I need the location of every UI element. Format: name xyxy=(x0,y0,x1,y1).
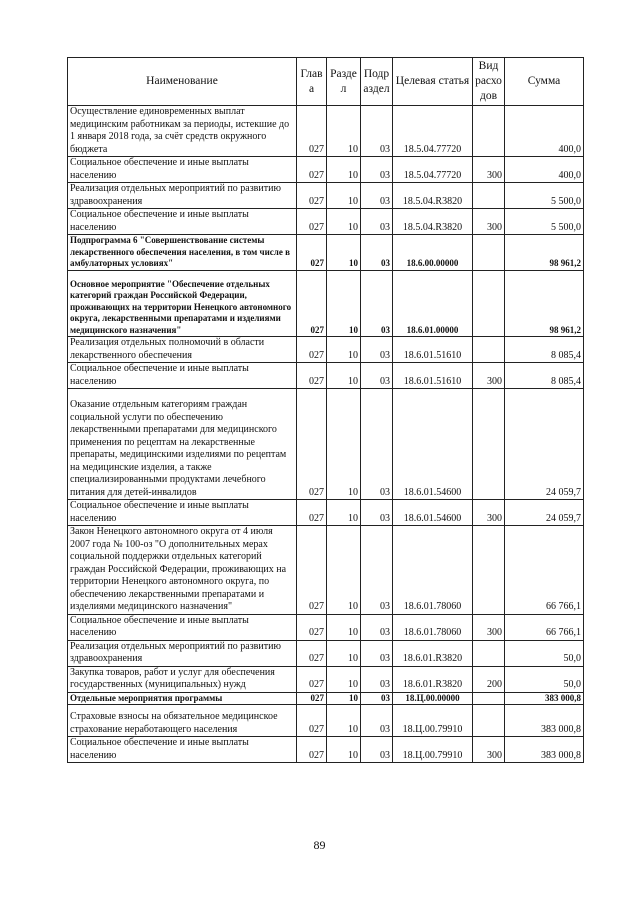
row-podrazdel: 03 xyxy=(361,705,393,737)
row-name: Осуществление единовременных выплат медицинским работникам за периоды, истекшие до 1 января 2018 года, за счёт средств окружного бюджета xyxy=(68,106,297,157)
table-body xyxy=(68,106,584,763)
row-razdel: 10 xyxy=(327,157,361,183)
row-glava: 027 xyxy=(297,389,327,500)
table-row xyxy=(68,157,584,183)
row-razdel: 10 xyxy=(327,363,361,389)
row-podrazdel: 03 xyxy=(361,737,393,763)
row-statya: 18.5.04.R3820 xyxy=(393,183,473,209)
row-vid xyxy=(473,270,505,337)
row-vid: 200 xyxy=(473,666,505,692)
header-statya: Целевая статья xyxy=(393,58,473,106)
row-statya: 18.6.01.R3820 xyxy=(393,640,473,666)
row-name: Закупка товаров, работ и услуг для обеспечения государственных (муниципальных) нужд xyxy=(68,666,297,692)
row-name: Социальное обеспечение и иные выплаты населению xyxy=(68,614,297,640)
header-razdel: Разде л xyxy=(327,58,361,106)
row-summa: 8 085,4 xyxy=(505,363,584,389)
row-razdel: 10 xyxy=(327,614,361,640)
row-statya: 18.Ц.00.79910 xyxy=(393,737,473,763)
row-statya: 18.6.01.78060 xyxy=(393,614,473,640)
row-podrazdel: 03 xyxy=(361,526,393,615)
row-name: Оказание отдельным категориям граждан социальной услуги по обеспечению лекарственными препаратами для медицинского применения по рецептам на лекарственные препараты, медицинскими изделиями по рецептам на медицинские изделия, а также специализированными продуктами лечебного питания для детей-инвалидов xyxy=(68,389,297,500)
row-name: Социальное обеспечение и иные выплаты населению xyxy=(68,209,297,235)
row-podrazdel: 03 xyxy=(361,157,393,183)
header-summa: Сумма xyxy=(505,58,584,106)
row-razdel: 10 xyxy=(327,337,361,363)
row-summa: 66 766,1 xyxy=(505,526,584,615)
table-row xyxy=(68,737,584,763)
row-vid xyxy=(473,692,505,705)
row-summa: 400,0 xyxy=(505,157,584,183)
table-row xyxy=(68,337,584,363)
table-row xyxy=(68,666,584,692)
row-vid: 300 xyxy=(473,157,505,183)
row-razdel: 10 xyxy=(327,692,361,705)
row-summa: 400,0 xyxy=(505,106,584,157)
table-row xyxy=(68,235,584,271)
row-razdel: 10 xyxy=(327,235,361,271)
row-name: Социальное обеспечение и иные выплаты населению xyxy=(68,363,297,389)
row-glava: 027 xyxy=(297,337,327,363)
table-row xyxy=(68,106,584,157)
row-glava: 027 xyxy=(297,209,327,235)
row-razdel: 10 xyxy=(327,666,361,692)
row-podrazdel: 03 xyxy=(361,692,393,705)
row-statya: 18.6.01.54600 xyxy=(393,389,473,500)
table-row xyxy=(68,500,584,526)
row-name: Реализация отдельных полномочий в области лекарственного обеспечения xyxy=(68,337,297,363)
row-glava: 027 xyxy=(297,526,327,615)
row-podrazdel: 03 xyxy=(361,337,393,363)
row-vid: 300 xyxy=(473,500,505,526)
row-name: Основное мероприятие "Обеспечение отдельных категорий граждан Российской Федерации, проживающих на территории Ненецкого автономного округа, лекарственными препаратами и изделиями медицинского назначения" xyxy=(68,270,297,337)
row-glava: 027 xyxy=(297,737,327,763)
row-podrazdel: 03 xyxy=(361,500,393,526)
row-statya: 18.5.04.77720 xyxy=(393,157,473,183)
row-name: Социальное обеспечение и иные выплаты населению xyxy=(68,157,297,183)
header-podrazdel: Подр аздел xyxy=(361,58,393,106)
row-summa: 98 961,2 xyxy=(505,235,584,271)
budget-table xyxy=(67,57,584,763)
row-vid: 300 xyxy=(473,737,505,763)
table-row xyxy=(68,640,584,666)
row-name: Реализация отдельных мероприятий по развитию здравоохранения xyxy=(68,183,297,209)
row-summa: 50,0 xyxy=(505,666,584,692)
row-summa: 5 500,0 xyxy=(505,209,584,235)
row-glava: 027 xyxy=(297,106,327,157)
row-vid xyxy=(473,389,505,500)
row-podrazdel: 03 xyxy=(361,614,393,640)
row-podrazdel: 03 xyxy=(361,209,393,235)
row-razdel: 10 xyxy=(327,209,361,235)
row-summa: 383 000,8 xyxy=(505,737,584,763)
row-podrazdel: 03 xyxy=(361,270,393,337)
row-statya: 18.6.01.R3820 xyxy=(393,666,473,692)
row-summa: 50,0 xyxy=(505,640,584,666)
row-name: Подпрограмма 6 "Совершенствование системы лекарственного обеспечения населения, в том числе в амбулаторных условиях" xyxy=(68,235,297,271)
row-summa: 24 059,7 xyxy=(505,389,584,500)
row-podrazdel: 03 xyxy=(361,106,393,157)
row-name: Реализация отдельных мероприятий по развитию здравоохранения xyxy=(68,640,297,666)
row-summa: 98 961,2 xyxy=(505,270,584,337)
row-glava: 027 xyxy=(297,640,327,666)
row-statya: 18.6.01.54600 xyxy=(393,500,473,526)
row-razdel: 10 xyxy=(327,270,361,337)
row-razdel: 10 xyxy=(327,640,361,666)
table-header-row xyxy=(68,58,584,106)
row-glava: 027 xyxy=(297,666,327,692)
row-vid xyxy=(473,526,505,615)
row-statya: 18.Ц.00.00000 xyxy=(393,692,473,705)
row-statya: 18.6.01.51610 xyxy=(393,363,473,389)
row-glava: 027 xyxy=(297,363,327,389)
row-vid xyxy=(473,337,505,363)
row-razdel: 10 xyxy=(327,106,361,157)
row-summa: 24 059,7 xyxy=(505,500,584,526)
row-name: Социальное обеспечение и иные выплаты населению xyxy=(68,500,297,526)
header-glava: Глав а xyxy=(297,58,327,106)
row-podrazdel: 03 xyxy=(361,183,393,209)
row-podrazdel: 03 xyxy=(361,389,393,500)
row-statya: 18.6.00.00000 xyxy=(393,235,473,271)
row-glava: 027 xyxy=(297,270,327,337)
row-name: Социальное обеспечение и иные выплаты населению xyxy=(68,737,297,763)
row-razdel: 10 xyxy=(327,389,361,500)
row-glava: 027 xyxy=(297,157,327,183)
table-row xyxy=(68,270,584,337)
row-vid xyxy=(473,705,505,737)
header-name: Наименование xyxy=(68,58,297,106)
row-podrazdel: 03 xyxy=(361,363,393,389)
row-statya: 18.6.01.00000 xyxy=(393,270,473,337)
row-statya: 18.5.04.77720 xyxy=(393,106,473,157)
row-summa: 5 500,0 xyxy=(505,183,584,209)
row-name: Отдельные мероприятия программы xyxy=(68,692,297,705)
table-row xyxy=(68,705,584,737)
table-row xyxy=(68,209,584,235)
row-vid: 300 xyxy=(473,614,505,640)
table-row xyxy=(68,526,584,615)
row-podrazdel: 03 xyxy=(361,666,393,692)
row-podrazdel: 03 xyxy=(361,640,393,666)
row-statya: 18.5.04.R3820 xyxy=(393,209,473,235)
row-statya: 18.Ц.00.79910 xyxy=(393,705,473,737)
row-statya: 18.6.01.51610 xyxy=(393,337,473,363)
row-glava: 027 xyxy=(297,692,327,705)
row-summa: 8 085,4 xyxy=(505,337,584,363)
row-statya: 18.6.01.78060 xyxy=(393,526,473,615)
table-row xyxy=(68,363,584,389)
row-razdel: 10 xyxy=(327,183,361,209)
header-vid: Вид расхо дов xyxy=(473,58,505,106)
row-vid xyxy=(473,106,505,157)
row-summa: 383 000,8 xyxy=(505,692,584,705)
table-row xyxy=(68,614,584,640)
row-vid xyxy=(473,640,505,666)
table-row xyxy=(68,389,584,500)
row-summa: 383 000,8 xyxy=(505,705,584,737)
table-row xyxy=(68,692,584,705)
row-podrazdel: 03 xyxy=(361,235,393,271)
row-razdel: 10 xyxy=(327,500,361,526)
row-vid xyxy=(473,183,505,209)
row-glava: 027 xyxy=(297,183,327,209)
row-glava: 027 xyxy=(297,705,327,737)
row-glava: 027 xyxy=(297,614,327,640)
row-summa: 66 766,1 xyxy=(505,614,584,640)
row-name: Страховые взносы на обязательное медицинское страхование неработающего населения xyxy=(68,705,297,737)
row-vid: 300 xyxy=(473,363,505,389)
row-razdel: 10 xyxy=(327,737,361,763)
page-number: 89 xyxy=(313,838,326,852)
row-vid: 300 xyxy=(473,209,505,235)
row-razdel: 10 xyxy=(327,526,361,615)
row-razdel: 10 xyxy=(327,705,361,737)
row-vid xyxy=(473,235,505,271)
row-name: Закон Ненецкого автономного округа от 4 июля 2007 года № 100-оз "О дополнительных мерах социальной поддержки отдельных категорий граждан Российской Федерации, проживающих на территории Ненецкого автономного округа, по обеспечению лекарственными препаратами и изделиями медицинского назначения" xyxy=(68,526,297,615)
table-row xyxy=(68,183,584,209)
row-glava: 027 xyxy=(297,500,327,526)
row-glava: 027 xyxy=(297,235,327,271)
